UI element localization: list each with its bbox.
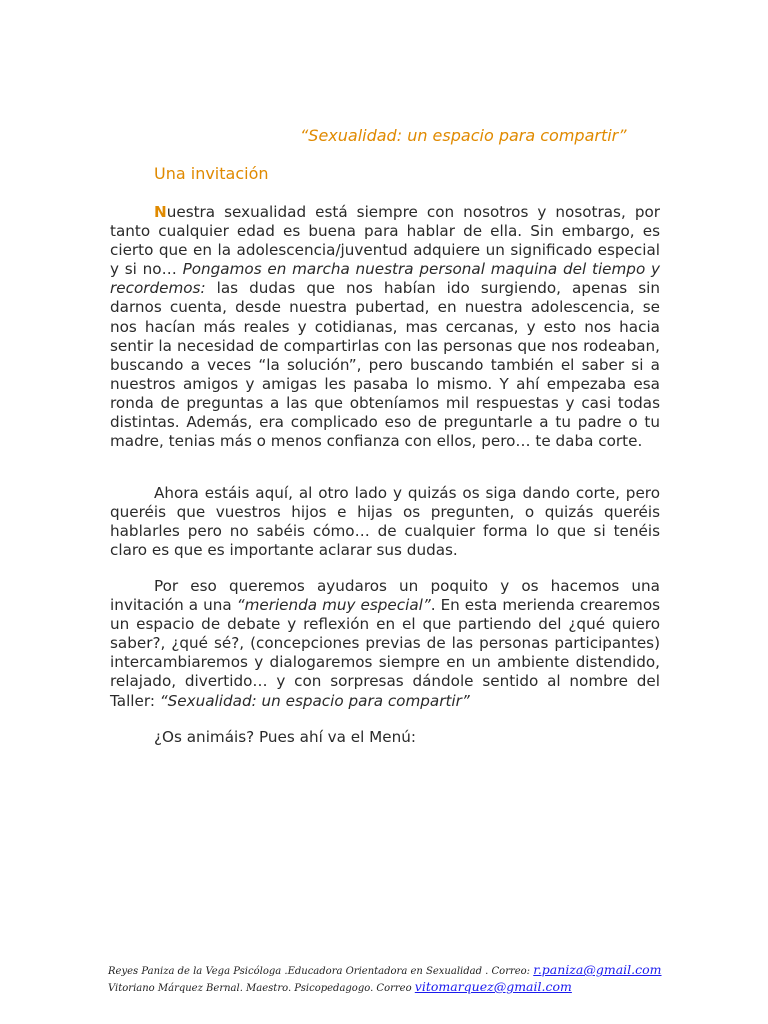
paragraph-intro bbox=[110, 203, 660, 451]
footer-line-2 bbox=[108, 979, 708, 994]
footer-text: Vitoriano Márquez Bernal. Maestro. Psicopedagogo. Correo bbox=[108, 983, 415, 994]
drop-letter: N bbox=[154, 203, 167, 221]
paragraph-text: . En esta merienda crearemos un espacio de debate y reflexión en el que partiendo del ¿qué quiero saber?, ¿qué sé?, (concepciones previas de las personas participantes) intercambiaremos y dialogaremos siempre en un ambiente distendido, relajado, divertido… y con sorpresas dándole sentido al nombre del Taller: bbox=[110, 596, 661, 710]
footer-line-1 bbox=[108, 962, 708, 977]
paragraph-italic-text: “Sexualidad: un espacio para compartir” bbox=[159, 691, 470, 710]
email-link-vitomarquez[interactable]: vitomarquez@gmail.com bbox=[414, 979, 572, 994]
paragraph-text: Ahora estáis aquí, al otro lado y quizás os siga dando corte, pero queréis que vuestros hijos e hijas os pregunten, o quizás queréis hablarles pero no sabéis cómo… de cualquier forma lo que si tenéis claro es que es importante aclarar sus dudas. bbox=[110, 484, 660, 560]
paragraph-italic-text: Pongamos en marcha nuestra personal maquina del tiempo y recordemos: bbox=[110, 260, 660, 298]
paragraph-menu: ¿Os animáis? Pues ahí va el Menú: bbox=[154, 728, 416, 746]
document-title: “Sexualidad: un espacio para compartir” bbox=[300, 126, 627, 145]
paragraph-invitation bbox=[110, 577, 660, 711]
email-link-paniza[interactable]: r.paniza@gmail.com bbox=[533, 962, 662, 977]
footer-text: Reyes Paniza de la Vega Psicóloga .Educadora Orientadora en Sexualidad . Correo: bbox=[108, 966, 534, 977]
paragraph-text: Por eso queremos ayudaros un poquito y os hacemos una invitación a una bbox=[110, 577, 660, 615]
section-heading: Una invitación bbox=[154, 164, 269, 183]
paragraph-text: uestra sexualidad está siempre con nosotros y nosotras, por tanto cualquier edad es buena para hablar de ella. Sin embargo, es cierto que en la adolescencia/juventud adquiere un significado especial y si no… bbox=[110, 203, 660, 279]
paragraph-now bbox=[110, 484, 660, 560]
paragraph-text: las dudas que nos habían ido surgiendo, apenas sin darnos cuenta, desde nuestra pubertad, en nuestra adolescencia, se nos hacían más reales y cotidianas, mas cercanas, y esto nos hacia sentir la necesidad de compartirlas con las personas que nos rodeaban, buscando a veces “la solución”, pero buscando también el saber si a nuestros amigos y amigas les pasaba lo mismo. Y ahí empezaba esa ronda de preguntas a las que obteníamos mil respuestas y casi todas distintas. Además, era complicado eso de preguntarle a tu padre o tu madre, tenias más o menos confianza con ellos, pero… te daba corte. bbox=[110, 279, 660, 451]
paragraph-italic-text: “merienda muy especial” bbox=[236, 596, 431, 615]
